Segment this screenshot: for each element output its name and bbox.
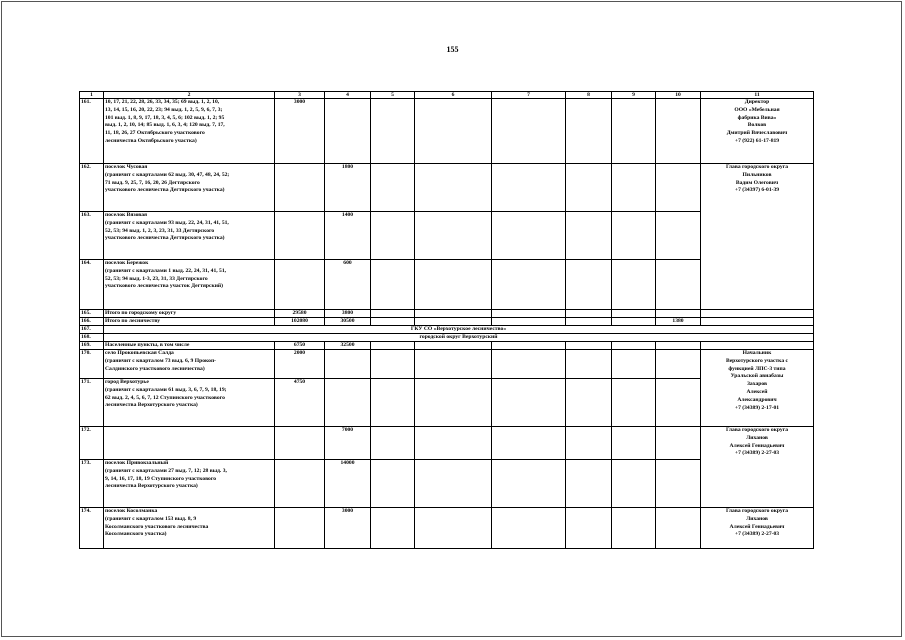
responsible-contact: Глава городского округа Лиханов Алексей Геннадьевич +7 (34389) 2-27-03 — [701, 508, 814, 549]
header-cell: 2 — [104, 92, 275, 99]
settlement-description: поселок Косолманка (граничит с кварталом 153 выд. 8, 9 Косолманского участкового лесничества Косолманского участка) — [104, 508, 275, 549]
col3-value: 102080 — [275, 318, 325, 326]
settlement-description: поселок Привокзальный (граничит с кварталами 27 выд. 7, 12; 28 выд. 3, 9, 14, 16, 17, 18, 19 Ступинского участкового лесничества Верхотурского участка) — [104, 460, 275, 508]
header-cell: 6 — [415, 92, 492, 99]
header-cell: 11 — [701, 92, 814, 99]
table-row — [80, 350, 814, 379]
col4-value: 600 — [325, 260, 371, 310]
row-number: 165. — [80, 310, 104, 318]
col3-value: 29580 — [275, 310, 325, 318]
responsible-contact: Глава городского округа Пильников Вадим Олегович +7 (34397) 6-01-39 — [701, 164, 814, 310]
table-row — [80, 427, 814, 460]
col4-value: 3800 — [325, 310, 371, 318]
row-number: 169. — [80, 342, 104, 350]
settlement-description: село Прокопьевская Салда (граничит с кварталом 73 выд. 6, 9 Прокоп- Салдинского участкового лесничества) — [104, 350, 275, 379]
table-row — [80, 508, 814, 549]
page-number: 155 — [446, 45, 459, 54]
responsible-contact: Начальник Верхотурского участка с функцией ЛПС-3 типа Уральской авиабазы Захаров Алексей Александрович +7 (34389) 2-17-01 — [701, 350, 814, 427]
settlement-description: поселок Чусовая (граничит с кварталами 62 выд. 30, 47, 48, 24, 52; 71 выд. 9, 25, 7, 16, 20, 26 Дегтярского участкового лесничества Дегтярского участка) — [104, 164, 275, 212]
table-row — [80, 318, 814, 326]
header-cell: 1 — [80, 92, 104, 99]
row-label: Итого по лесничеству — [104, 318, 275, 326]
responsible-contact: Глава городского округа Лиханов Алексей Геннадьевич +7 (34389) 2-27-03 — [701, 427, 814, 508]
header-cell: 10 — [656, 92, 701, 99]
row-number: 166. — [80, 318, 104, 326]
row-number: 173. — [80, 460, 104, 508]
header-cell: 5 — [371, 92, 415, 99]
header-cell: 4 — [325, 92, 371, 99]
col3-value: 2000 — [275, 350, 325, 379]
col4-value: 14000 — [325, 460, 371, 508]
table-row — [80, 342, 814, 350]
responsible-contact: Директор ООО «Мебельная фабрика Вива» Волков Дмитрий Вячеславович +7 (922) 61-17-819 — [701, 99, 814, 164]
col10-value: 1380 — [656, 318, 701, 326]
settlement-description: город Верхотурье (граничит с кварталами 61 выд. 3, 6, 7, 9, 18, 19; 62 выд. 2, 4, 5, 6, 7, 12 Ступинского участкового лесничества Верхотурского участка) — [104, 379, 275, 427]
row-number: 161. — [80, 99, 104, 164]
header-cell: 9 — [612, 92, 656, 99]
forestry-table — [79, 91, 814, 549]
header-cell: 8 — [566, 92, 612, 99]
section-heading: городской округ Верхотурский — [104, 334, 814, 342]
header-cell: 3 — [275, 92, 325, 99]
col3-value: 4750 — [275, 379, 325, 427]
col4-value: 32500 — [325, 342, 371, 350]
row-number: 172. — [80, 427, 104, 460]
table-row — [80, 164, 814, 212]
column-number-header — [80, 92, 814, 99]
settlement-description: поселок Вязовая (граничит с кварталами 93 выд. 22, 24, 31, 41, 51, 52, 53; 94 выд. 1, 2, 3, 23, 31, 33 Дегтярского участкового лесничества Дегтярского участка) — [104, 212, 275, 260]
col4-value: 7000 — [325, 427, 371, 460]
row-number: 164. — [80, 260, 104, 310]
row-number: 174. — [80, 508, 104, 549]
settlement-description: поселок Бережок (граничит с кварталами 1 выд. 22, 24, 31, 41, 51, 52, 53; 94 выд. 1-3, 23, 31, 33 Дегтярского участкового лесничества участок Дегтярский) — [104, 260, 275, 310]
section-heading: ГКУ СО «Верхотурское лесничество» — [104, 326, 814, 334]
col4-value: 1800 — [325, 164, 371, 212]
col3-value: 3000 — [275, 99, 325, 164]
row-number: 171. — [80, 379, 104, 427]
header-cell: 7 — [492, 92, 566, 99]
col4-value: 3000 — [325, 508, 371, 549]
col4-value: 30500 — [325, 318, 371, 326]
col3-value: 6750 — [275, 342, 325, 350]
table-row — [80, 334, 814, 342]
table-row — [80, 310, 814, 318]
row-number: 170. — [80, 350, 104, 379]
table-row — [80, 99, 814, 164]
row-number: 168. — [80, 334, 104, 342]
col4-value: 1400 — [325, 212, 371, 260]
settlement-description: 10, 17, 21, 22, 28, 26, 33, 34, 35; 69 выд. 1, 2, 10, 13, 14, 15, 16, 20, 22, 23; 94 выд. 1, 2, 5, 9, 6, 7, 3; 101 выд. 1, 8, 9, 17, 18, 3, 4, 5, 6; 102 выд. 1, 2; 95 выд. 1, 2, 10, 14; 85 выд. 1, 6, 3, 4; 120 выд. 7, 17, 11, 18, 26, 27 Октябрьского участкового лесничества Октябрьского участка) — [104, 99, 275, 164]
row-label: Итого по городскому округу — [104, 310, 275, 318]
row-label: Населенные пункты, в том числе — [104, 342, 275, 350]
row-number: 163. — [80, 212, 104, 260]
row-number: 162. — [80, 164, 104, 212]
table-row — [80, 326, 814, 334]
row-number: 167. — [80, 326, 104, 334]
